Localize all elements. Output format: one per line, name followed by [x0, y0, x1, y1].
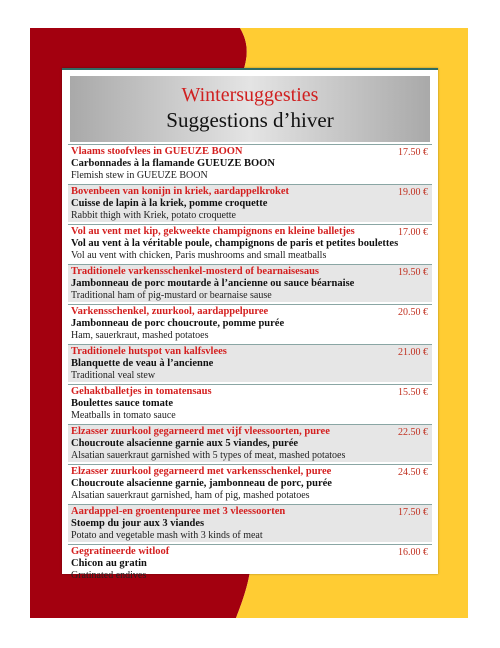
menu-header — [70, 76, 430, 142]
item-price: 22.50 € — [398, 427, 428, 438]
title-dutch: Wintersuggesties — [181, 84, 319, 106]
item-name-dutch: Elzasser zuurkool gegarneerd met varkensschenkel, puree — [71, 466, 332, 477]
item-name-french: Stoemp du jour aux 3 viandes — [71, 518, 205, 529]
item-name-french: Vol au vent à la véritable poule, champignons de paris et petites boulettes — [71, 238, 399, 249]
item-divider — [68, 384, 432, 385]
item-name-english: Flemish stew in GUEUZE BOON — [71, 170, 208, 181]
menu-item — [68, 144, 432, 182]
menu-item — [68, 184, 432, 222]
item-name-english: Alsatian sauerkraut garnished, ham of pig, mashed potatoes — [71, 490, 310, 501]
item-name-english: Potato and vegetable mash with 3 kinds of meat — [71, 530, 263, 541]
menu-item — [68, 464, 432, 502]
item-name-english: Traditional ham of pig-mustard or bearnaise sause — [71, 290, 272, 301]
menu-item — [68, 264, 432, 302]
item-price: 15.50 € — [398, 387, 428, 398]
menu-item — [68, 504, 432, 542]
item-name-dutch: Traditionele hutspot van kalfsvlees — [71, 346, 227, 357]
item-divider — [68, 464, 432, 465]
item-name-french: Chicon au gratin — [71, 558, 147, 569]
item-name-english: Ham, sauerkraut, mashed potatoes — [71, 330, 209, 341]
item-name-dutch: Vol au vent met kip, gekweekte champignons en kleine balletjes — [71, 226, 355, 237]
item-name-dutch: Elzasser zuurkool gegarneerd met vijf vleessoorten, puree — [71, 426, 330, 437]
title-french: Suggestions d’hiver — [166, 108, 334, 132]
item-name-dutch: Bovenbeen van konijn in kriek, aardappelkroket — [71, 186, 290, 197]
item-price: 24.50 € — [398, 467, 428, 478]
item-price: 21.00 € — [398, 347, 428, 358]
item-divider — [68, 224, 432, 225]
menu-item — [68, 344, 432, 382]
item-price: 16.00 € — [398, 547, 428, 558]
item-name-english: Alsatian sauerkraut garnished with 5 types of meat, mashed potatoes — [71, 450, 346, 461]
item-price: 19.00 € — [398, 187, 428, 198]
menu-item — [68, 224, 432, 262]
menu-item — [68, 424, 432, 462]
menu-item — [68, 384, 432, 422]
item-name-dutch: Gegratineerde witloof — [71, 546, 170, 557]
item-name-dutch: Varkensschenkel, zuurkool, aardappelpuree — [71, 306, 269, 317]
item-name-dutch: Aardappel-en groentenpuree met 3 vleessoorten — [71, 506, 286, 517]
item-name-french: Carbonnades à la flamande GUEUZE BOON — [71, 158, 275, 169]
item-divider — [68, 424, 432, 425]
menu-card — [62, 68, 438, 581]
card-top-rule — [62, 68, 438, 70]
item-name-french: Jambonneau de porc choucroute, pomme purée — [71, 318, 285, 329]
item-name-english: Vol au vent with chicken, Paris mushrooms and small meatballs — [71, 250, 327, 261]
item-name-english: Traditional veal stew — [71, 370, 156, 381]
item-name-french: Choucroute alsacienne garnie aux 5 viandes, purée — [71, 438, 299, 449]
item-divider — [68, 544, 432, 545]
item-price: 17.50 € — [398, 147, 428, 158]
item-divider — [68, 504, 432, 505]
item-price: 17.50 € — [398, 507, 428, 518]
item-name-english: Meatballs in tomato sauce — [71, 410, 176, 421]
item-price: 19.50 € — [398, 267, 428, 278]
item-name-english: Gratinated endives — [71, 570, 147, 581]
item-name-english: Rabbit thigh with Kriek, potato croquette — [71, 210, 236, 221]
menu-items — [68, 144, 432, 584]
menu-item — [68, 304, 432, 342]
item-name-dutch: Gehaktballetjes in tomatensaus — [71, 386, 212, 397]
item-name-french: Boulettes sauce tomate — [71, 398, 174, 409]
item-divider — [68, 144, 432, 145]
item-divider — [68, 264, 432, 265]
item-divider — [68, 304, 432, 305]
item-name-dutch: Traditionele varkensschenkel-mosterd of bearnaisesaus — [71, 266, 320, 277]
item-price: 20.50 € — [398, 307, 428, 318]
item-name-french: Cuisse de lapin à la kriek, pomme croquette — [71, 198, 268, 209]
item-name-french: Choucroute alsacienne garnie, jambonneau de porc, purée — [71, 478, 332, 489]
item-name-french: Blanquette de veau à l’ancienne — [71, 358, 214, 369]
item-price: 17.00 € — [398, 227, 428, 238]
menu-item — [68, 544, 432, 582]
item-divider — [68, 344, 432, 345]
item-divider — [68, 184, 432, 185]
item-name-french: Jambonneau de porc moutarde à l’ancienne ou sauce béarnaise — [71, 278, 355, 289]
item-name-dutch: Vlaams stoofvlees in GUEUZE BOON — [71, 146, 243, 157]
